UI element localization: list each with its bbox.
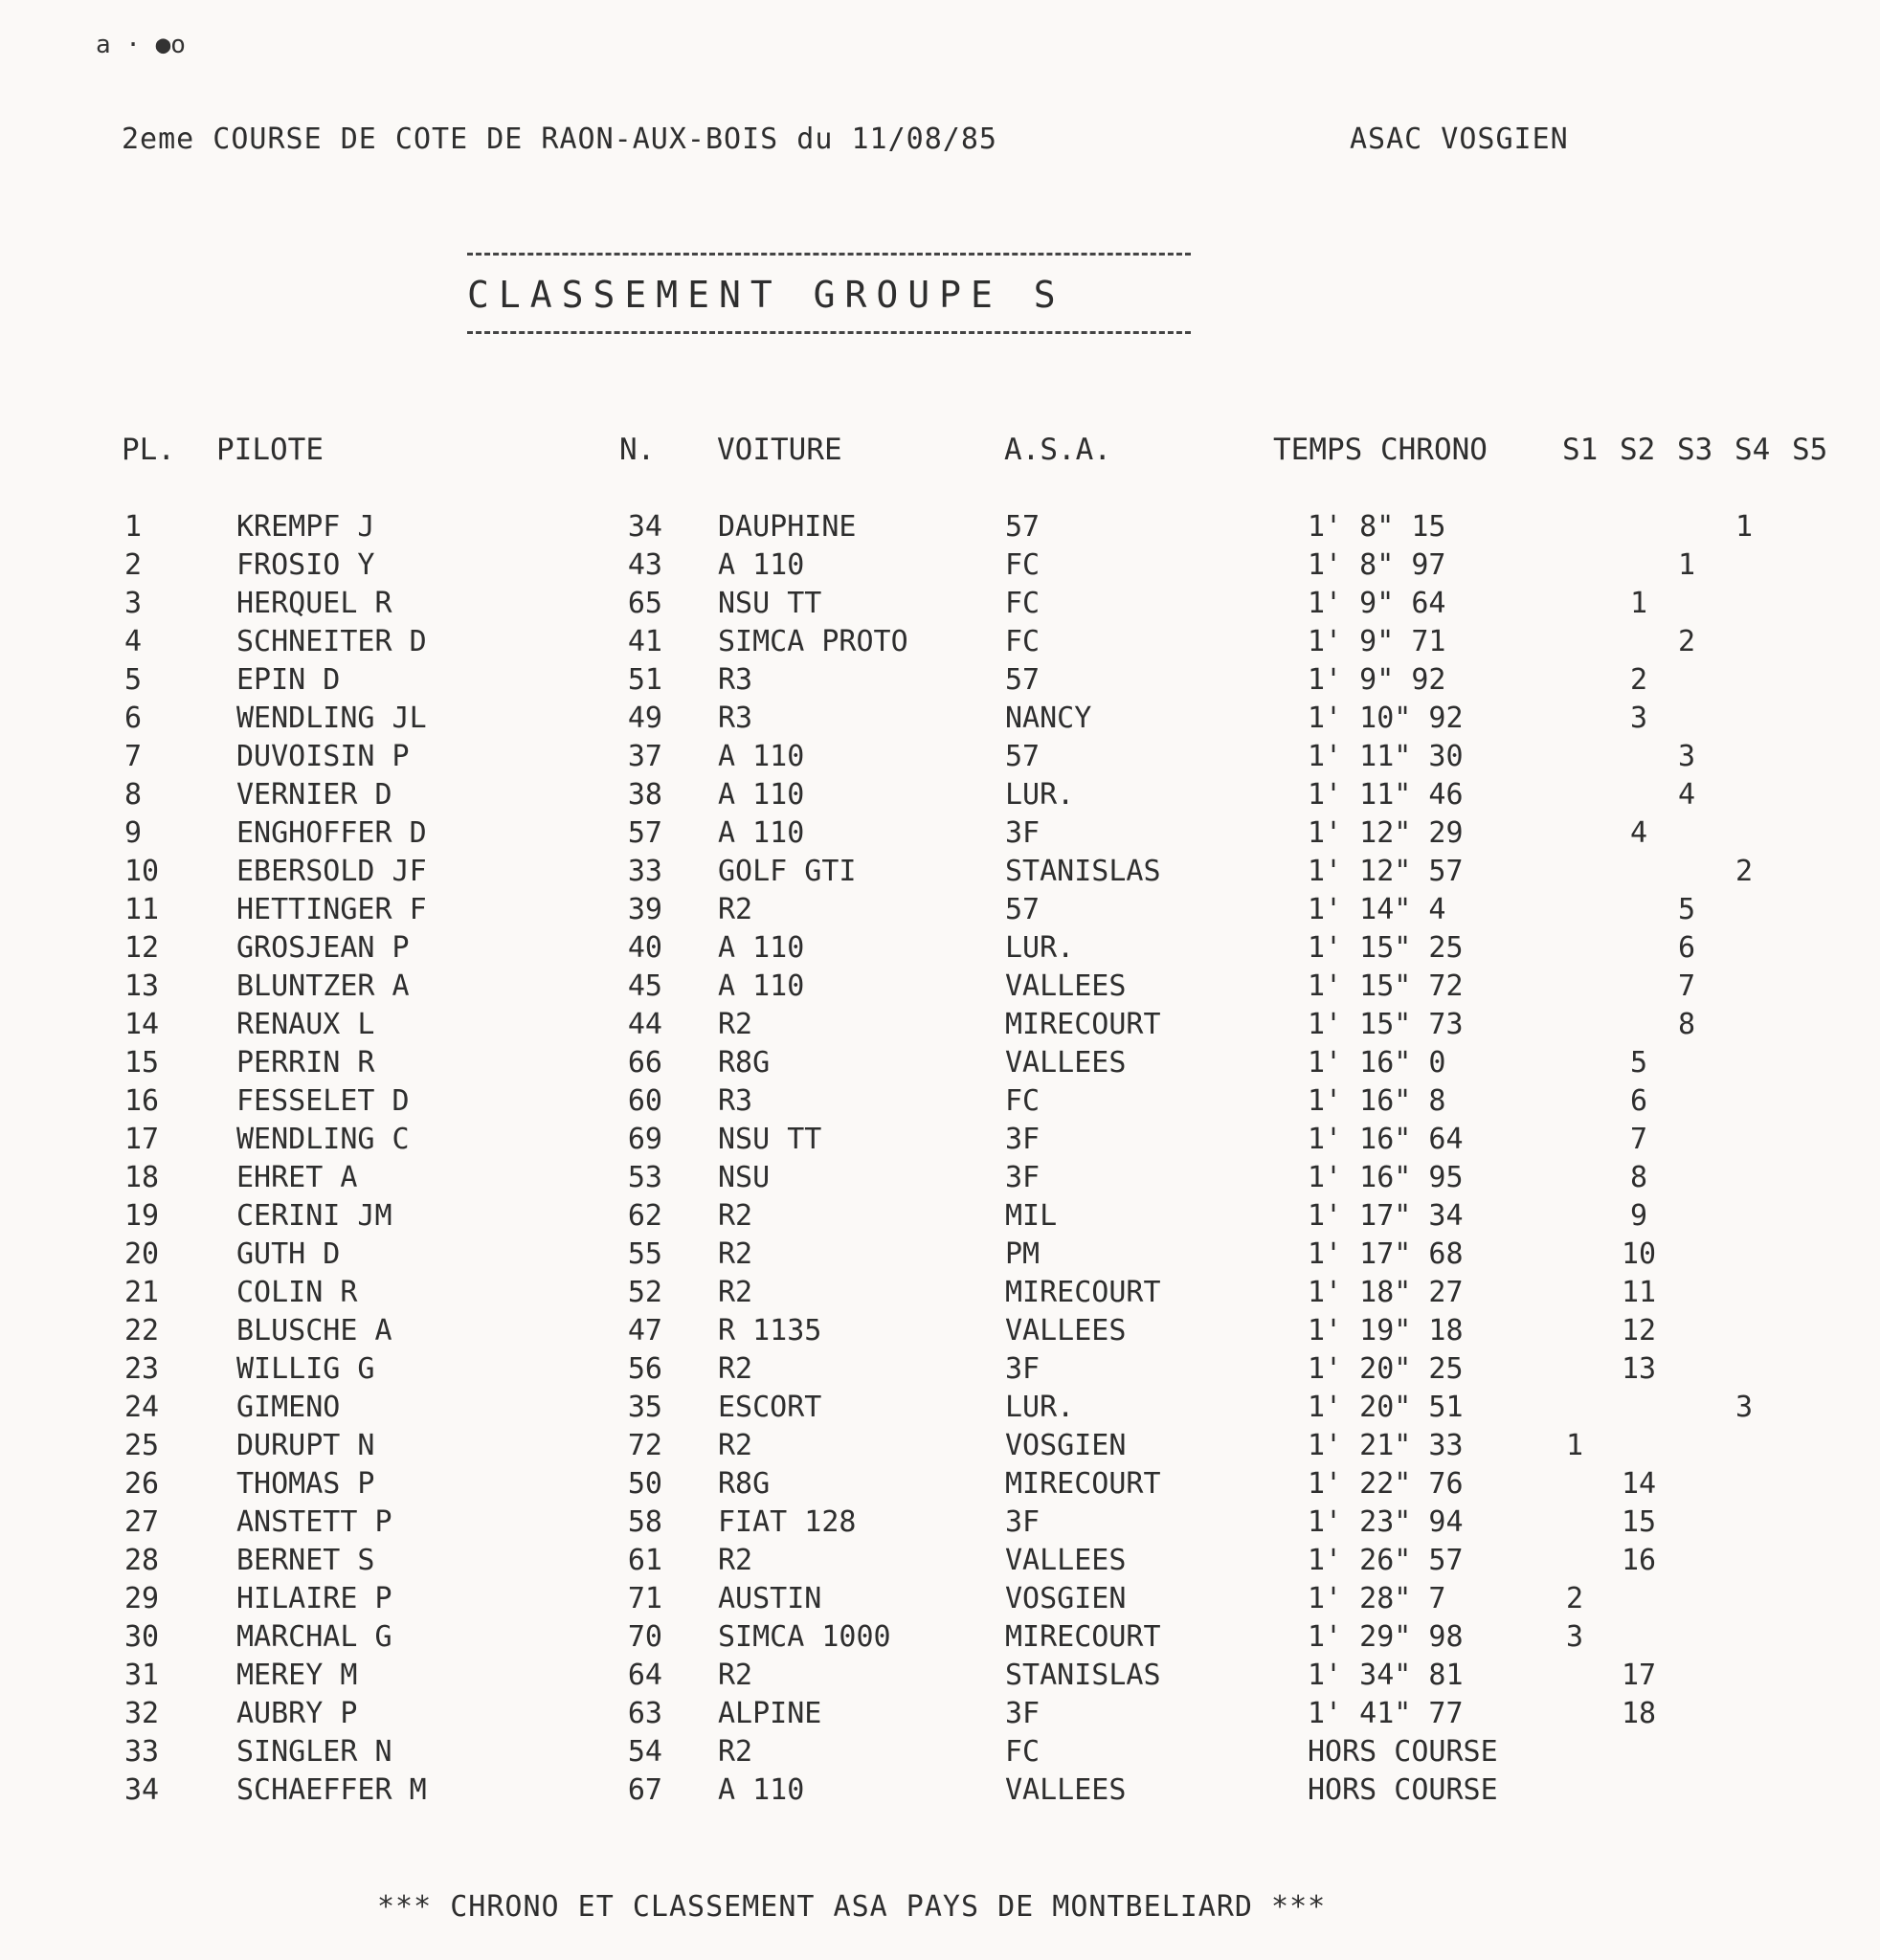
cell-s2: 10 bbox=[1621, 1237, 1657, 1271]
cell-place: 8 bbox=[124, 778, 143, 812]
cell-temps-chrono: 1' 41" 77 bbox=[1308, 1697, 1464, 1730]
cell-place: 3 bbox=[124, 587, 143, 620]
cell-voiture: R2 bbox=[718, 1352, 753, 1386]
cell-asa: VALLEES bbox=[1005, 1773, 1127, 1807]
cell-temps-chrono: 1' 17" 34 bbox=[1308, 1199, 1464, 1233]
table-row bbox=[0, 1352, 1880, 1391]
table-row bbox=[0, 1161, 1880, 1199]
cell-voiture: R2 bbox=[718, 893, 753, 926]
cell-number: 43 bbox=[627, 548, 662, 582]
cell-place: 9 bbox=[124, 816, 143, 850]
cell-place: 18 bbox=[124, 1161, 160, 1194]
table-row bbox=[0, 816, 1880, 855]
cell-s2: 13 bbox=[1621, 1352, 1657, 1386]
cell-pilote: SCHAEFFER M bbox=[236, 1773, 427, 1807]
cell-place: 10 bbox=[124, 855, 160, 888]
cell-asa: 57 bbox=[1005, 893, 1041, 926]
cell-pilote: AUBRY P bbox=[236, 1697, 358, 1730]
cell-s1: 3 bbox=[1565, 1620, 1584, 1654]
cell-s1: 2 bbox=[1565, 1582, 1584, 1615]
cell-voiture: A 110 bbox=[718, 1773, 805, 1807]
table-row bbox=[0, 1544, 1880, 1582]
cell-number: 50 bbox=[627, 1467, 662, 1501]
cell-asa: FC bbox=[1005, 548, 1041, 582]
table-row bbox=[0, 663, 1880, 702]
cell-place: 26 bbox=[124, 1467, 160, 1501]
cell-number: 63 bbox=[627, 1697, 662, 1730]
cell-pilote: WENDLING JL bbox=[236, 702, 427, 735]
event-header: 2eme COURSE DE COTE DE RAON-AUX-BOIS du 11/08/85 bbox=[122, 122, 997, 156]
cell-place: 20 bbox=[124, 1237, 160, 1271]
cell-pilote: GUTH D bbox=[236, 1237, 341, 1271]
cell-voiture: SIMCA 1000 bbox=[718, 1620, 891, 1654]
cell-pilote: ENGHOFFER D bbox=[236, 816, 427, 850]
cell-s2: 14 bbox=[1621, 1467, 1657, 1501]
cell-pilote: GIMENO bbox=[236, 1391, 341, 1424]
title-rule-bottom bbox=[467, 331, 1191, 334]
cell-asa: 57 bbox=[1005, 510, 1041, 544]
cell-temps-chrono: HORS COURSE bbox=[1308, 1773, 1498, 1807]
cell-temps-chrono: 1' 22" 76 bbox=[1308, 1467, 1464, 1501]
column-header-pilote: PILOTE bbox=[216, 433, 324, 467]
cell-number: 49 bbox=[627, 702, 662, 735]
cell-number: 55 bbox=[627, 1237, 662, 1271]
table-row bbox=[0, 587, 1880, 625]
cell-s2: 5 bbox=[1629, 1046, 1648, 1080]
cell-voiture: R8G bbox=[718, 1046, 771, 1080]
cell-pilote: DUVOISIN P bbox=[236, 740, 410, 773]
cell-temps-chrono: 1' 16" 8 bbox=[1308, 1084, 1446, 1118]
cell-s2: 1 bbox=[1629, 587, 1648, 620]
cell-asa: MIRECOURT bbox=[1005, 1467, 1161, 1501]
cell-asa: 3F bbox=[1005, 1123, 1041, 1156]
cell-number: 58 bbox=[627, 1505, 662, 1539]
cell-asa: MIRECOURT bbox=[1005, 1008, 1161, 1041]
cell-s2: 15 bbox=[1621, 1505, 1657, 1539]
cell-s2: 12 bbox=[1621, 1314, 1657, 1348]
table-row bbox=[0, 625, 1880, 663]
cell-temps-chrono: 1' 8" 15 bbox=[1308, 510, 1446, 544]
cell-number: 56 bbox=[627, 1352, 662, 1386]
page-title: CLASSEMENT GROUPE S bbox=[467, 274, 1065, 316]
cell-voiture: GOLF GTI bbox=[718, 855, 857, 888]
cell-s4: 3 bbox=[1735, 1391, 1754, 1424]
cell-asa: FC bbox=[1005, 1084, 1041, 1118]
column-header-s5: S5 bbox=[1792, 433, 1828, 467]
corner-ink-mark: a · ●o bbox=[96, 31, 186, 59]
cell-temps-chrono: 1' 19" 18 bbox=[1308, 1314, 1464, 1348]
cell-s2: 7 bbox=[1629, 1123, 1648, 1156]
column-header-number: N. bbox=[619, 433, 656, 467]
cell-place: 6 bbox=[124, 702, 143, 735]
cell-pilote: MARCHAL G bbox=[236, 1620, 392, 1654]
cell-pilote: EPIN D bbox=[236, 663, 341, 697]
cell-number: 33 bbox=[627, 855, 662, 888]
cell-number: 39 bbox=[627, 893, 662, 926]
cell-place: 23 bbox=[124, 1352, 160, 1386]
footer-credit: *** CHRONO ET CLASSEMENT ASA PAYS DE MONTBELIARD *** bbox=[377, 1890, 1327, 1924]
table-row bbox=[0, 931, 1880, 969]
cell-asa: FC bbox=[1005, 1735, 1041, 1769]
cell-pilote: EBERSOLD JF bbox=[236, 855, 427, 888]
table-row bbox=[0, 778, 1880, 816]
cell-pilote: SINGLER N bbox=[236, 1735, 392, 1769]
cell-s3: 6 bbox=[1677, 931, 1696, 965]
cell-temps-chrono: 1' 29" 98 bbox=[1308, 1620, 1464, 1654]
cell-temps-chrono: 1' 16" 64 bbox=[1308, 1123, 1464, 1156]
cell-pilote: CERINI JM bbox=[236, 1199, 392, 1233]
cell-voiture: R2 bbox=[718, 1735, 753, 1769]
column-header-s4: S4 bbox=[1735, 433, 1771, 467]
cell-place: 33 bbox=[124, 1735, 160, 1769]
column-header-asa: A.S.A. bbox=[1004, 433, 1111, 467]
cell-asa: 3F bbox=[1005, 1352, 1041, 1386]
cell-pilote: VERNIER D bbox=[236, 778, 392, 812]
cell-voiture: R2 bbox=[718, 1429, 753, 1462]
table-row bbox=[0, 1084, 1880, 1123]
table-row bbox=[0, 1582, 1880, 1620]
cell-number: 61 bbox=[627, 1544, 662, 1577]
cell-voiture: SIMCA PROTO bbox=[718, 625, 908, 658]
cell-pilote: FESSELET D bbox=[236, 1084, 410, 1118]
table-row bbox=[0, 1237, 1880, 1276]
cell-asa: NANCY bbox=[1005, 702, 1092, 735]
cell-place: 34 bbox=[124, 1773, 160, 1807]
cell-pilote: WILLIG G bbox=[236, 1352, 375, 1386]
cell-s2: 18 bbox=[1621, 1697, 1657, 1730]
cell-s3: 4 bbox=[1677, 778, 1696, 812]
cell-place: 25 bbox=[124, 1429, 160, 1462]
table-row bbox=[0, 1659, 1880, 1697]
cell-pilote: WENDLING C bbox=[236, 1123, 410, 1156]
cell-asa: STANISLAS bbox=[1005, 1659, 1161, 1692]
cell-s3: 1 bbox=[1677, 548, 1696, 582]
table-row bbox=[0, 893, 1880, 931]
cell-s3: 5 bbox=[1677, 893, 1696, 926]
cell-voiture: A 110 bbox=[718, 931, 805, 965]
cell-voiture: ALPINE bbox=[718, 1697, 822, 1730]
cell-pilote: PERRIN R bbox=[236, 1046, 375, 1080]
cell-number: 62 bbox=[627, 1199, 662, 1233]
table-row bbox=[0, 548, 1880, 587]
table-row bbox=[0, 1773, 1880, 1812]
cell-pilote: BLUSCHE A bbox=[236, 1314, 392, 1348]
cell-place: 4 bbox=[124, 625, 143, 658]
cell-number: 41 bbox=[627, 625, 662, 658]
cell-voiture: R3 bbox=[718, 702, 753, 735]
cell-pilote: HILAIRE P bbox=[236, 1582, 392, 1615]
column-header-pl: PL. bbox=[122, 433, 175, 467]
cell-s2: 6 bbox=[1629, 1084, 1648, 1118]
cell-place: 28 bbox=[124, 1544, 160, 1577]
cell-s4: 2 bbox=[1735, 855, 1754, 888]
table-row bbox=[0, 1620, 1880, 1659]
cell-temps-chrono: 1' 23" 94 bbox=[1308, 1505, 1464, 1539]
cell-temps-chrono: 1' 11" 30 bbox=[1308, 740, 1464, 773]
cell-number: 38 bbox=[627, 778, 662, 812]
cell-s2: 4 bbox=[1629, 816, 1648, 850]
cell-place: 29 bbox=[124, 1582, 160, 1615]
cell-temps-chrono: 1' 26" 57 bbox=[1308, 1544, 1464, 1577]
cell-number: 44 bbox=[627, 1008, 662, 1041]
cell-place: 2 bbox=[124, 548, 143, 582]
cell-voiture: R3 bbox=[718, 663, 753, 697]
cell-pilote: COLIN R bbox=[236, 1276, 358, 1309]
cell-asa: 3F bbox=[1005, 816, 1041, 850]
column-header-s2: S2 bbox=[1620, 433, 1656, 467]
cell-asa: VALLEES bbox=[1005, 1314, 1127, 1348]
cell-s3: 3 bbox=[1677, 740, 1696, 773]
cell-temps-chrono: 1' 21" 33 bbox=[1308, 1429, 1464, 1462]
cell-voiture: R2 bbox=[718, 1199, 753, 1233]
cell-voiture: A 110 bbox=[718, 548, 805, 582]
cell-temps-chrono: 1' 12" 29 bbox=[1308, 816, 1464, 850]
table-row bbox=[0, 702, 1880, 740]
cell-number: 70 bbox=[627, 1620, 662, 1654]
cell-temps-chrono: 1' 18" 27 bbox=[1308, 1276, 1464, 1309]
cell-voiture: R3 bbox=[718, 1084, 753, 1118]
cell-asa: MIRECOURT bbox=[1005, 1620, 1161, 1654]
cell-voiture: R2 bbox=[718, 1237, 753, 1271]
cell-temps-chrono: 1' 8" 97 bbox=[1308, 548, 1446, 582]
cell-voiture: R2 bbox=[718, 1659, 753, 1692]
cell-pilote: RENAUX L bbox=[236, 1008, 375, 1041]
cell-s1: 1 bbox=[1565, 1429, 1584, 1462]
table-row bbox=[0, 1429, 1880, 1467]
cell-asa: LUR. bbox=[1005, 1391, 1075, 1424]
table-row bbox=[0, 1276, 1880, 1314]
cell-number: 47 bbox=[627, 1314, 662, 1348]
cell-s2: 11 bbox=[1621, 1276, 1657, 1309]
cell-temps-chrono: 1' 9" 71 bbox=[1308, 625, 1446, 658]
cell-number: 53 bbox=[627, 1161, 662, 1194]
table-row bbox=[0, 510, 1880, 548]
table-row bbox=[0, 1314, 1880, 1352]
table-row bbox=[0, 1046, 1880, 1084]
cell-place: 31 bbox=[124, 1659, 160, 1692]
cell-number: 69 bbox=[627, 1123, 662, 1156]
cell-place: 30 bbox=[124, 1620, 160, 1654]
cell-asa: LUR. bbox=[1005, 931, 1075, 965]
cell-place: 7 bbox=[124, 740, 143, 773]
cell-voiture: ESCORT bbox=[718, 1391, 822, 1424]
cell-number: 40 bbox=[627, 931, 662, 965]
cell-voiture: R2 bbox=[718, 1544, 753, 1577]
cell-place: 32 bbox=[124, 1697, 160, 1730]
cell-asa: FC bbox=[1005, 625, 1041, 658]
cell-temps-chrono: 1' 20" 51 bbox=[1308, 1391, 1464, 1424]
cell-pilote: EHRET A bbox=[236, 1161, 358, 1194]
cell-pilote: MEREY M bbox=[236, 1659, 358, 1692]
organizer-header: ASAC VOSGIEN bbox=[1350, 122, 1569, 156]
cell-temps-chrono: HORS COURSE bbox=[1308, 1735, 1498, 1769]
cell-place: 11 bbox=[124, 893, 160, 926]
cell-number: 54 bbox=[627, 1735, 662, 1769]
cell-place: 15 bbox=[124, 1046, 160, 1080]
cell-voiture: DAUPHINE bbox=[718, 510, 857, 544]
cell-temps-chrono: 1' 9" 64 bbox=[1308, 587, 1446, 620]
cell-asa: 3F bbox=[1005, 1161, 1041, 1194]
cell-s2: 8 bbox=[1629, 1161, 1648, 1194]
cell-place: 19 bbox=[124, 1199, 160, 1233]
table-row bbox=[0, 1735, 1880, 1773]
title-rule-top bbox=[467, 253, 1191, 256]
cell-temps-chrono: 1' 28" 7 bbox=[1308, 1582, 1446, 1615]
cell-pilote: FROSIO Y bbox=[236, 548, 375, 582]
cell-temps-chrono: 1' 15" 25 bbox=[1308, 931, 1464, 965]
cell-asa: STANISLAS bbox=[1005, 855, 1161, 888]
cell-place: 22 bbox=[124, 1314, 160, 1348]
cell-temps-chrono: 1' 20" 25 bbox=[1308, 1352, 1464, 1386]
cell-temps-chrono: 1' 16" 0 bbox=[1308, 1046, 1446, 1080]
cell-voiture: NSU TT bbox=[718, 587, 822, 620]
cell-asa: MIRECOURT bbox=[1005, 1276, 1161, 1309]
cell-asa: VOSGIEN bbox=[1005, 1429, 1127, 1462]
cell-asa: 57 bbox=[1005, 663, 1041, 697]
cell-s2: 3 bbox=[1629, 702, 1648, 735]
cell-s2: 2 bbox=[1629, 663, 1648, 697]
cell-number: 57 bbox=[627, 816, 662, 850]
cell-asa: VALLEES bbox=[1005, 1544, 1127, 1577]
cell-temps-chrono: 1' 15" 72 bbox=[1308, 969, 1464, 1003]
cell-number: 65 bbox=[627, 587, 662, 620]
cell-asa: PM bbox=[1005, 1237, 1041, 1271]
cell-pilote: KREMPF J bbox=[236, 510, 375, 544]
cell-voiture: A 110 bbox=[718, 778, 805, 812]
cell-pilote: ANSTETT P bbox=[236, 1505, 392, 1539]
table-row bbox=[0, 1467, 1880, 1505]
cell-temps-chrono: 1' 12" 57 bbox=[1308, 855, 1464, 888]
cell-s3: 2 bbox=[1677, 625, 1696, 658]
cell-voiture: A 110 bbox=[718, 969, 805, 1003]
column-header-temps-chrono: TEMPS CHRONO bbox=[1273, 433, 1488, 467]
cell-s2: 9 bbox=[1629, 1199, 1648, 1233]
cell-pilote: BLUNTZER A bbox=[236, 969, 410, 1003]
cell-asa: LUR. bbox=[1005, 778, 1075, 812]
cell-number: 67 bbox=[627, 1773, 662, 1807]
cell-number: 64 bbox=[627, 1659, 662, 1692]
table-row bbox=[0, 1391, 1880, 1429]
table-row bbox=[0, 1008, 1880, 1046]
cell-temps-chrono: 1' 11" 46 bbox=[1308, 778, 1464, 812]
cell-place: 5 bbox=[124, 663, 143, 697]
cell-temps-chrono: 1' 14" 4 bbox=[1308, 893, 1446, 926]
cell-voiture: R2 bbox=[718, 1008, 753, 1041]
cell-s2: 16 bbox=[1621, 1544, 1657, 1577]
table-row bbox=[0, 1123, 1880, 1161]
cell-number: 35 bbox=[627, 1391, 662, 1424]
cell-number: 45 bbox=[627, 969, 662, 1003]
table-row bbox=[0, 1697, 1880, 1735]
cell-pilote: HERQUEL R bbox=[236, 587, 392, 620]
cell-number: 51 bbox=[627, 663, 662, 697]
cell-voiture: R8G bbox=[718, 1467, 771, 1501]
cell-pilote: THOMAS P bbox=[236, 1467, 375, 1501]
cell-pilote: SCHNEITER D bbox=[236, 625, 427, 658]
cell-s2: 17 bbox=[1621, 1659, 1657, 1692]
cell-voiture: FIAT 128 bbox=[718, 1505, 857, 1539]
cell-place: 16 bbox=[124, 1084, 160, 1118]
cell-asa: 57 bbox=[1005, 740, 1041, 773]
cell-voiture: R 1135 bbox=[718, 1314, 822, 1348]
cell-temps-chrono: 1' 16" 95 bbox=[1308, 1161, 1464, 1194]
cell-number: 72 bbox=[627, 1429, 662, 1462]
cell-s3: 7 bbox=[1677, 969, 1696, 1003]
cell-place: 12 bbox=[124, 931, 160, 965]
cell-number: 60 bbox=[627, 1084, 662, 1118]
cell-voiture: A 110 bbox=[718, 740, 805, 773]
cell-pilote: DURUPT N bbox=[236, 1429, 375, 1462]
cell-voiture: R2 bbox=[718, 1276, 753, 1309]
cell-temps-chrono: 1' 9" 92 bbox=[1308, 663, 1446, 697]
cell-number: 52 bbox=[627, 1276, 662, 1309]
cell-place: 1 bbox=[124, 510, 143, 544]
cell-number: 71 bbox=[627, 1582, 662, 1615]
cell-asa: FC bbox=[1005, 587, 1041, 620]
cell-temps-chrono: 1' 34" 81 bbox=[1308, 1659, 1464, 1692]
cell-s4: 1 bbox=[1735, 510, 1754, 544]
cell-place: 13 bbox=[124, 969, 160, 1003]
table-row bbox=[0, 1505, 1880, 1544]
cell-voiture: A 110 bbox=[718, 816, 805, 850]
cell-number: 66 bbox=[627, 1046, 662, 1080]
cell-asa: VOSGIEN bbox=[1005, 1582, 1127, 1615]
cell-asa: VALLEES bbox=[1005, 969, 1127, 1003]
cell-pilote: BERNET S bbox=[236, 1544, 375, 1577]
cell-asa: VALLEES bbox=[1005, 1046, 1127, 1080]
cell-pilote: GROSJEAN P bbox=[236, 931, 410, 965]
cell-temps-chrono: 1' 10" 92 bbox=[1308, 702, 1464, 735]
cell-number: 37 bbox=[627, 740, 662, 773]
cell-temps-chrono: 1' 17" 68 bbox=[1308, 1237, 1464, 1271]
cell-asa: 3F bbox=[1005, 1697, 1041, 1730]
table-row bbox=[0, 740, 1880, 778]
cell-place: 14 bbox=[124, 1008, 160, 1041]
column-header-s3: S3 bbox=[1677, 433, 1713, 467]
cell-asa: 3F bbox=[1005, 1505, 1041, 1539]
table-row bbox=[0, 969, 1880, 1008]
column-header-s1: S1 bbox=[1562, 433, 1599, 467]
column-header-voiture: VOITURE bbox=[717, 433, 842, 467]
cell-asa: MIL bbox=[1005, 1199, 1058, 1233]
cell-s3: 8 bbox=[1677, 1008, 1696, 1041]
cell-voiture: NSU TT bbox=[718, 1123, 822, 1156]
cell-pilote: HETTINGER F bbox=[236, 893, 427, 926]
table-row bbox=[0, 1199, 1880, 1237]
cell-place: 27 bbox=[124, 1505, 160, 1539]
cell-temps-chrono: 1' 15" 73 bbox=[1308, 1008, 1464, 1041]
cell-place: 24 bbox=[124, 1391, 160, 1424]
cell-number: 34 bbox=[627, 510, 662, 544]
cell-voiture: AUSTIN bbox=[718, 1582, 822, 1615]
table-row bbox=[0, 855, 1880, 893]
cell-place: 21 bbox=[124, 1276, 160, 1309]
cell-place: 17 bbox=[124, 1123, 160, 1156]
cell-voiture: NSU bbox=[718, 1161, 771, 1194]
